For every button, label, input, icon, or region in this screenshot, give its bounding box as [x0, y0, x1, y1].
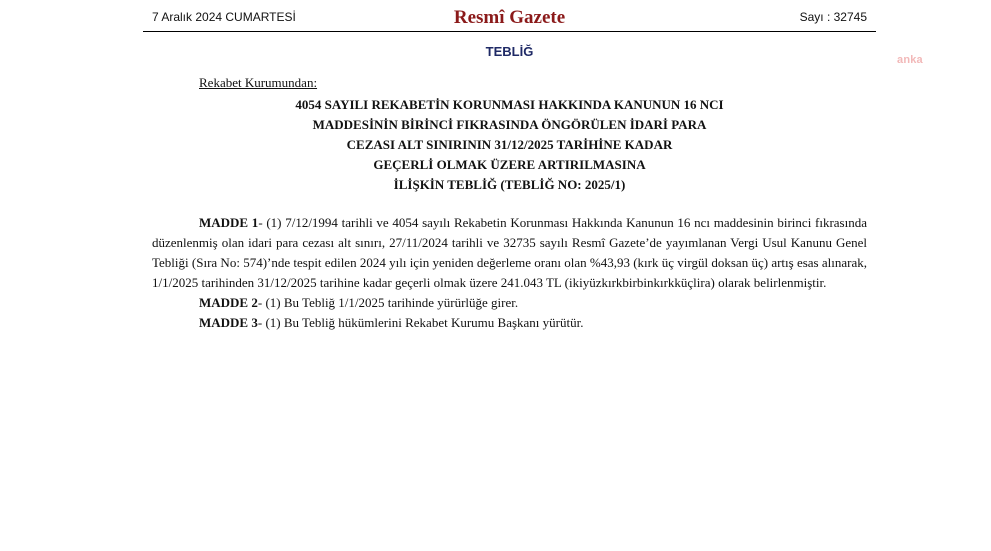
- article-2: [152, 293, 867, 313]
- communique-heading: [143, 95, 876, 195]
- article-label: MADDE 1: [199, 215, 259, 230]
- article-label: MADDE 3: [199, 315, 258, 330]
- issue-number: Sayı : 32745: [799, 10, 867, 24]
- issuing-institution: Rekabet Kurumundan:: [199, 75, 318, 90]
- gazette-header: [143, 6, 876, 32]
- article-text: - (1) 7/12/1994 tarihli ve 4054 sayılı Rekabetin Korunması Hakkında Kanunun 16 ncı maddesinin birinci fıkrasında düzenlenmiş olan idari para cezası alt sınırı, 27/11/2024 tarihli ve 32735 sayılı Resmî Gazete’de yayımlanan Vergi Usul Kanunu Genel Tebliği (Sıra No: 574)’nde tespit edilen 2024 yılı için yeniden değerleme oranı olan %43,93 (kırk üç virgül doksan üç) artış esas alınarak, 1/1/2025 tarihinden 31/12/2025 tarihine kadar geçerli olmak üzere 241.043 TL (ikiyüzkırkbirbinkırkküçlira) olarak belirlenmiştir.: [152, 215, 867, 290]
- gazette-title: Resmî Gazete: [453, 7, 566, 28]
- article-1: [152, 213, 867, 293]
- heading-line: CEZASI ALT SINIRININ 31/12/2025 TARİHİNE KADAR: [346, 137, 673, 152]
- article-text: - (1) Bu Tebliğ hükümlerini Rekabet Kurumu Başkanı yürütür.: [257, 315, 584, 330]
- article-3: [152, 313, 867, 333]
- article-label: MADDE 2: [199, 295, 258, 310]
- issue-date: 7 Aralık 2024 CUMARTESİ: [152, 10, 296, 24]
- heading-line: 4054 SAYILI REKABETİN KORUNMASI HAKKINDA KANUNUN 16 NCI: [295, 97, 724, 112]
- article-text: - (1) Bu Tebliğ 1/1/2025 tarihinde yürürlüğe girer.: [257, 295, 519, 310]
- communique-body: [152, 213, 867, 333]
- watermark-logo: anka: [897, 54, 923, 66]
- heading-line: GEÇERLİ OLMAK ÜZERE ARTIRILMASINA: [373, 157, 646, 172]
- heading-line: MADDESİNİN BİRİNCİ FIKRASINDA ÖNGÖRÜLEN İDARİ PARA: [312, 117, 707, 132]
- section-title: TEBLİĞ: [485, 44, 534, 59]
- heading-line: İLİŞKİN TEBLİĞ (TEBLİĞ NO: 2025/1): [393, 177, 626, 192]
